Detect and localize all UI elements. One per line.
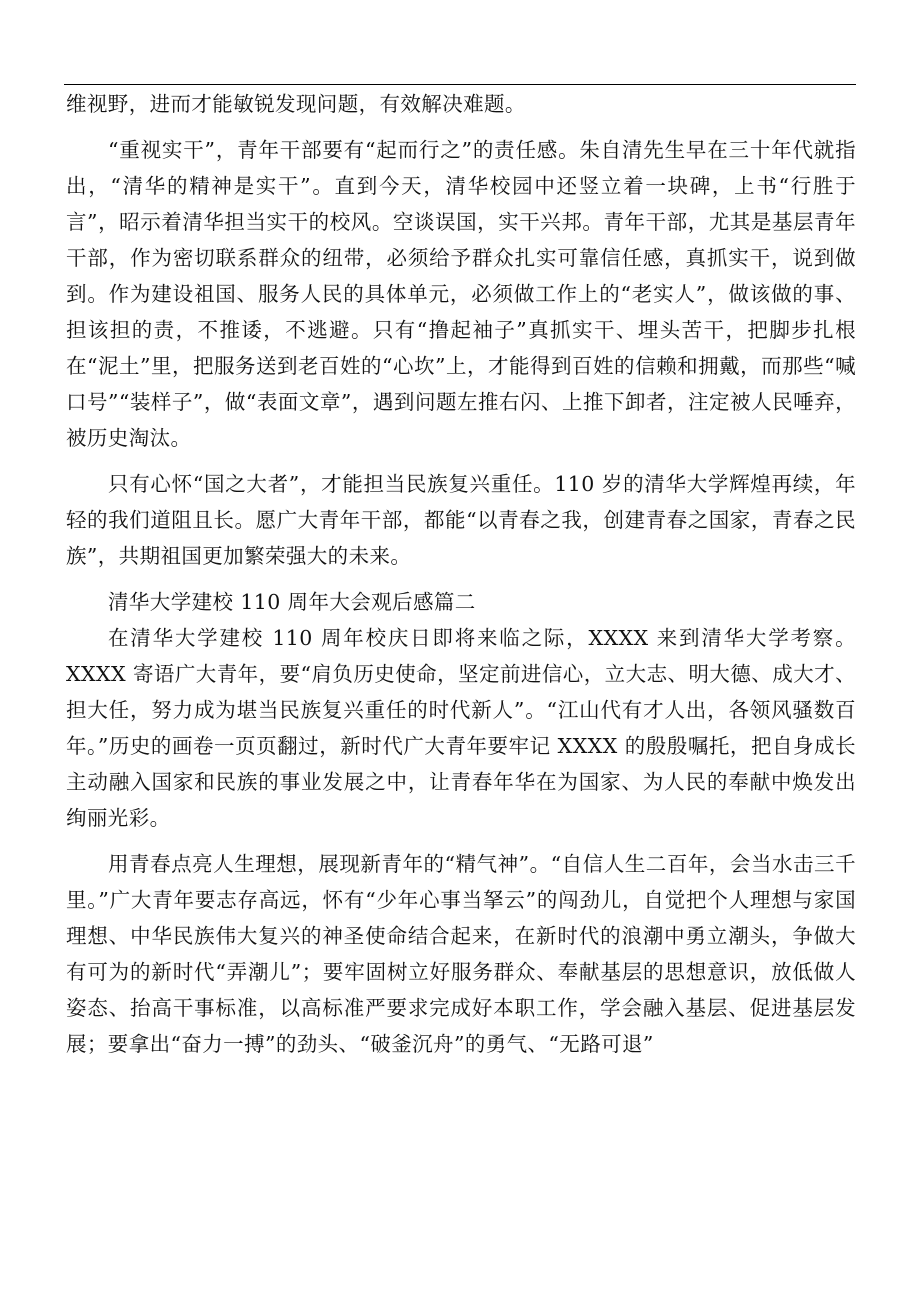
paragraph-national-rejuvenation: 只有心怀“国之大者”，才能担当民族复兴重任。110 岁的清华大学辉煌再续，年轻的我们道阻且长。愿广大青年干部，都能“以青春之我，创建青春之国家，青春之民族”，共期祖国更加繁荣强大的未来。 [66, 472, 856, 568]
header-rule [64, 84, 856, 85]
paragraph-continuation: 维视野，进而才能敏锐发现问题，有效解决难题。 [66, 92, 526, 116]
paragraph-campus-visit: 在清华大学建校 110 周年校庆日即将来临之际，XXXX 来到清华大学考察。XXXX 寄语广大青年，要“肩负历史使命，坚定前进信心，立大志、明大德、成大才、担大任，努力成为堪当民族复兴重任的时代新人”。“江山代有才人出，各领风骚数百年。”历史的画卷一页页翻过，新时代广大青年要牢记 XXXX 的殷殷嘱托，把自身成长主动融入国家和民族的事业发展之中，让青春年华在为国家、为人民的奉献中焕发出绚丽光彩。 [66, 626, 856, 830]
paragraph-practical-work: “重视实干”，青年干部要有“起而行之”的责任感。朱自清先生早在三十年代就指出，“清华的精神是实干”。直到今天，清华校园中还竖立着一块碑，上书“行胜于言”，昭示着清华担当实干的校风。空谈误国，实干兴邦。青年干部，尤其是基层青年干部，作为密切联系群众的纽带，必须给予群众扎实可靠信任感，真抓实干，说到做到。作为建设祖国、服务人民的具体单元，必须做工作上的“老实人”，做该做的事、担该担的责，不推诿，不逃避。只有“撸起袖子”真抓实干、埋头苦干，把脚步扎根在“泥土”里，把服务送到老百姓的“心坎”上，才能得到百姓的信赖和拥戴，而那些“喊口号”“装样子”，做“表面文章”，遇到问题左推右闪、上推下卸者，注定被人民唾弃，被历史淘汰。 [66, 138, 856, 450]
section-heading: 清华大学建校 110 周年大会观后感篇二 [108, 590, 476, 614]
paragraph-youth-ideals: 用青春点亮人生理想，展现新青年的“精气神”。“自信人生二百年，会当水击三千里。”广大青年要志存高远，怀有“少年心事当拏云”的闯劲儿，自觉把个人理想与家国理想、中华民族伟大复兴的神圣使命结合起来，在新时代的浪潮中勇立潮头，争做大有可为的新时代“弄潮儿”；要牢固树立好服务群众、奉献基层的思想意识，放低做人姿态、抬高干事标准，以高标准严要求完成好本职工作，学会融入基层、促进基层发展；要拿出“奋力一搏”的劲头、“破釜沉舟”的勇气、“无路可退” [66, 852, 856, 1056]
document-body [66, 86, 856, 1062]
